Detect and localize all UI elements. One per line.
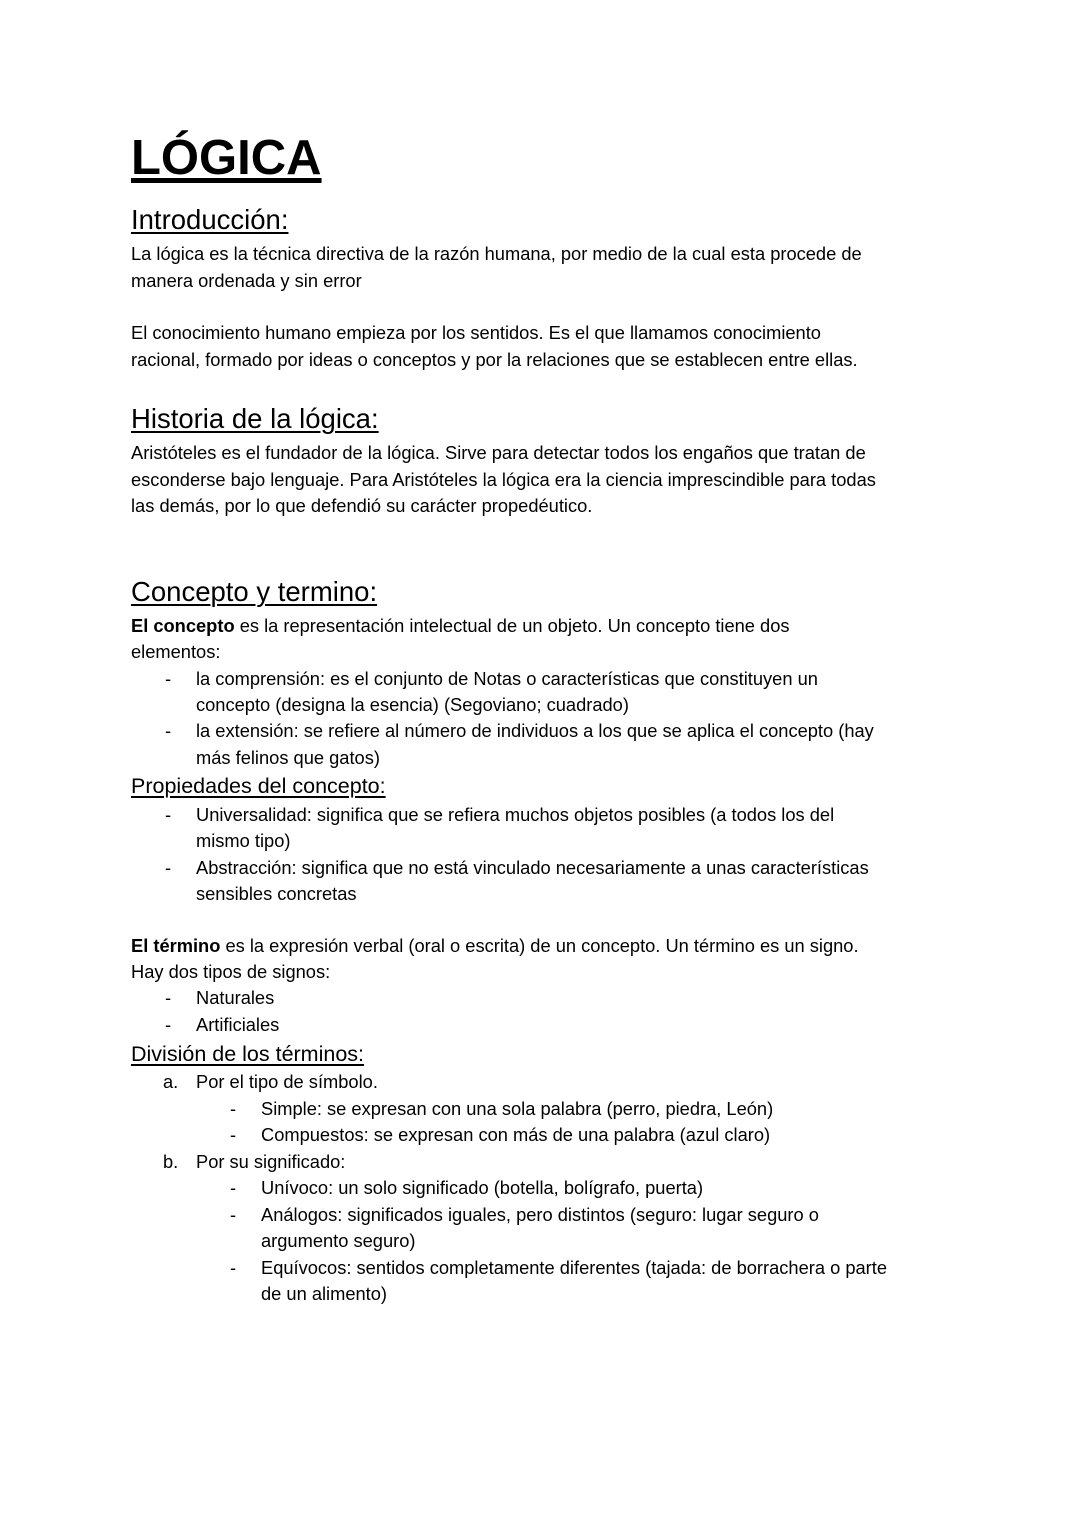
list-item: Equívocos: sentidos completamente diferentes (tajada: de borrachera o parte bbox=[261, 1257, 887, 1278]
bullet-dash: - bbox=[165, 857, 172, 878]
bullet-dash: - bbox=[165, 1014, 172, 1035]
list-marker: b. bbox=[163, 1151, 179, 1172]
list-item: Por su significado: bbox=[196, 1151, 346, 1172]
paragraph-line: las demás, por lo que defendió su carácter propedéutico. bbox=[131, 495, 593, 516]
lead-text: es la expresión verbal (oral o escrita) de un concepto. Un término es un signo. bbox=[220, 935, 859, 956]
bullet-dash: - bbox=[230, 1177, 237, 1198]
list-marker: a. bbox=[163, 1071, 179, 1092]
heading-concepto: Concepto y termino: bbox=[131, 576, 378, 607]
list-item: Abstracción: significa que no está vinculado necesariamente a unas características bbox=[196, 857, 869, 878]
list-item: Simple: se expresan con una sola palabra (perro, piedra, León) bbox=[261, 1098, 774, 1119]
list-item: Universalidad: significa que se refiera muchos objetos posibles (a todos los del bbox=[196, 804, 835, 825]
bullet-dash: - bbox=[165, 720, 172, 741]
bullet-dash: - bbox=[165, 668, 172, 689]
list-item: Naturales bbox=[196, 987, 275, 1008]
lead-text: es la representación intelectual de un objeto. Un concepto tiene dos bbox=[234, 615, 790, 636]
heading-division: División de los términos: bbox=[131, 1042, 365, 1066]
heading-historia: Historia de la lógica: bbox=[131, 403, 379, 434]
list-item: Por el tipo de símbolo. bbox=[196, 1071, 378, 1092]
bold-term: El término bbox=[131, 935, 221, 956]
bullet-dash: - bbox=[230, 1257, 237, 1278]
list-item: Artificiales bbox=[196, 1014, 280, 1035]
list-item: de un alimento) bbox=[261, 1283, 388, 1304]
list-item: la comprensión: es el conjunto de Notas o características que constituyen un bbox=[196, 668, 818, 689]
paragraph-line: El conocimiento humano empieza por los sentidos. Es el que llamamos conocimiento bbox=[131, 322, 821, 343]
paragraph-line: Hay dos tipos de signos: bbox=[131, 961, 331, 982]
paragraph-line bbox=[131, 613, 790, 639]
heading-introduccion: Introducción: bbox=[131, 204, 289, 235]
paragraph-line bbox=[131, 933, 859, 959]
bold-term: El concepto bbox=[131, 615, 235, 636]
bullet-dash: - bbox=[230, 1124, 237, 1145]
list-item: Unívoco: un solo significado (botella, bolígrafo, puerta) bbox=[261, 1177, 704, 1198]
document-title: LÓGICA bbox=[131, 131, 322, 185]
paragraph-line: manera ordenada y sin error bbox=[131, 270, 362, 291]
paragraph-line: racional, formado por ideas o conceptos y por la relaciones que se establecen entre ellas. bbox=[131, 349, 858, 370]
list-item: más felinos que gatos) bbox=[196, 747, 380, 768]
list-item: concepto (designa la esencia) (Segoviano; cuadrado) bbox=[196, 694, 629, 715]
paragraph-line: Aristóteles es el fundador de la lógica. Sirve para detectar todos los engaños que tratan de bbox=[131, 442, 866, 463]
list-item: Análogos: significados iguales, pero distintos (seguro: lugar seguro o bbox=[261, 1204, 819, 1225]
bullet-dash: - bbox=[230, 1204, 237, 1225]
bullet-dash: - bbox=[230, 1098, 237, 1119]
list-item: Compuestos: se expresan con más de una palabra (azul claro) bbox=[261, 1124, 771, 1145]
bullet-dash: - bbox=[165, 804, 172, 825]
list-item: sensibles concretas bbox=[196, 883, 357, 904]
bullet-dash: - bbox=[165, 987, 172, 1008]
list-item: la extensión: se refiere al número de individuos a los que se aplica el concepto (hay bbox=[196, 720, 874, 741]
paragraph-line: esconderse bajo lenguaje. Para Aristóteles la lógica era la ciencia imprescindible para todas bbox=[131, 469, 876, 490]
paragraph-line: elementos: bbox=[131, 641, 221, 662]
paragraph-line: La lógica es la técnica directiva de la razón humana, por medio de la cual esta procede de bbox=[131, 243, 862, 264]
list-item: argumento seguro) bbox=[261, 1230, 416, 1251]
heading-propiedades: Propiedades del concepto: bbox=[131, 774, 386, 798]
list-item: mismo tipo) bbox=[196, 830, 291, 851]
